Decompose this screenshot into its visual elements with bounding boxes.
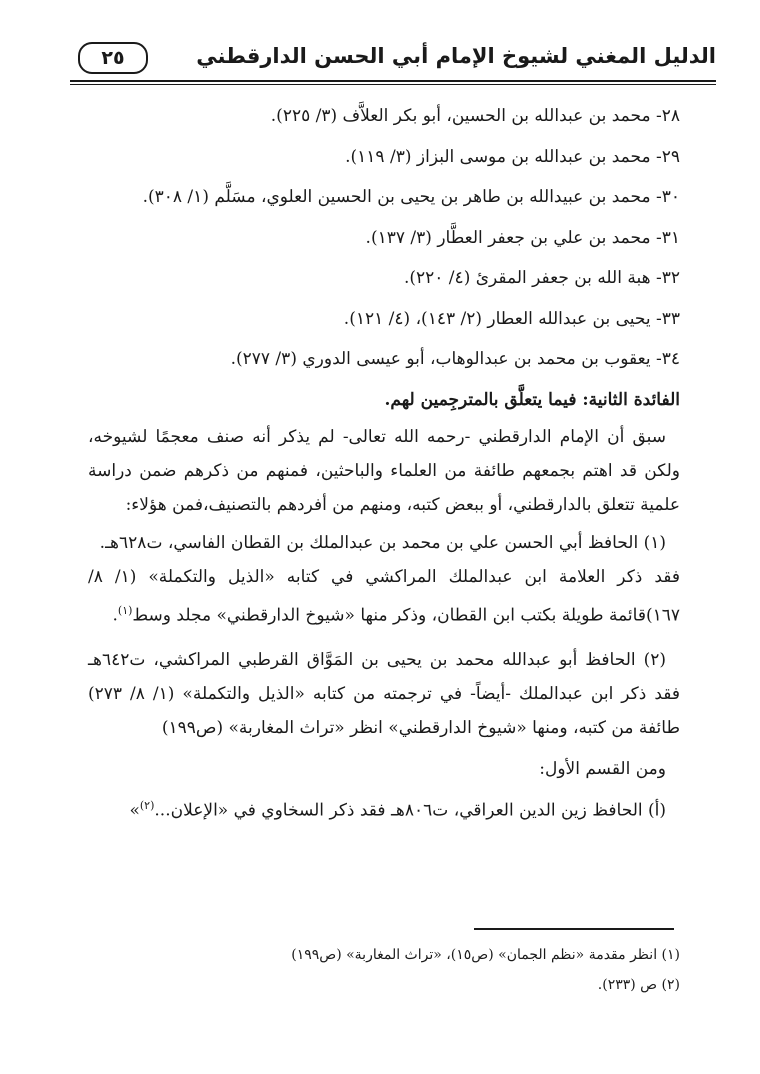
item-a-end: » bbox=[129, 800, 140, 821]
page-body bbox=[88, 96, 680, 828]
item-1-end: . bbox=[112, 605, 118, 626]
page-number: ٢٥ bbox=[78, 42, 148, 74]
footnote: (٢) ص (٢٣٣). bbox=[597, 977, 680, 993]
running-title: الدليل المغني لشيوخ الإمام أبي الحسن الدارقطني bbox=[196, 44, 716, 68]
item-1-title: (١) الحافظ أبي الحسن علي بن محمد بن عبدالملك بن القطان الفاسي، ت٦٢٨هـ. bbox=[99, 533, 666, 553]
item-a-paragraph bbox=[88, 789, 680, 828]
item-1-paragraph bbox=[88, 560, 680, 633]
header-rule bbox=[70, 80, 716, 82]
footnote-ref-1[interactable]: (١) bbox=[117, 604, 133, 617]
header-rule-thin bbox=[70, 84, 716, 85]
list-item: ٢٨- محمد بن عبدالله بن الحسين، أبو بكر العلاَّف (٣/ ٢٢٥). bbox=[270, 106, 680, 126]
list-item: ٣٣- يحيى بن عبدالله العطار (٢/ ١٤٣)، (٤/ ١٢١). bbox=[343, 308, 680, 329]
footnotes bbox=[200, 940, 680, 1000]
list-item: ٣٠- محمد بن عبيدالله بن طاهر بن يحيى بن الحسين العلوي، مسَلَّم (١/ ٣٠٨). bbox=[142, 187, 680, 207]
list-item: ٢٩- محمد بن عبدالله بن موسى البزاز (٣/ ١١٩). bbox=[345, 146, 680, 167]
footnote-ref-2[interactable]: (٢) bbox=[139, 799, 155, 813]
section-first-heading: ومن القسم الأول: bbox=[539, 758, 666, 779]
page-header bbox=[70, 38, 716, 84]
footnote-separator bbox=[474, 928, 674, 930]
section-heading: الفائدة الثانية: فيما يتعلَّق بالمترجِمين لهم. bbox=[384, 389, 680, 410]
footnote: (١) انظر مقدمة «نظم الجمان» (ص١٥)، «تراث المغاربة» (ص١٩٩) bbox=[291, 947, 680, 963]
list-item: ٣١- محمد بن علي بن جعفر العطَّار (٣/ ١٣٧). bbox=[365, 227, 680, 248]
item-2-paragraph: (٢) الحافظ أبو عبدالله محمد بن يحيى بن المَوَّاق القرطبي المراكشي، ت٦٤٢هـ فقد ذكر ابن عبدالملك -أيضاً- في ترجمته من كتابه «الذيل والتكملة» (١/ ٨/ ٢٧٣) طائفة من كتبه، ومنها «شيوخ الدارقطني» انظر «تراث المغاربة» (ص١٩٩) bbox=[88, 649, 680, 738]
item-a-text: (أ) الحافظ زين الدين العراقي، ت٨٠٦هـ فقد ذكر السخاوي في «الإعلان... bbox=[154, 800, 666, 821]
list-item: ٣٢- هبة الله بن جعفر المقرئ (٤/ ٢٢٠). bbox=[403, 268, 680, 288]
intro-paragraph: سبق أن الإمام الدارقطني -رحمه الله تعالى- لم يذكر أنه صنف معجمًا لشيوخه، ولكن قد اهتم بجمعهم طائفة من العلماء والباحثين، فمنهم من ذكرهم ضمن دراسة علمية تتعلق بالدارقطني، أو ببعض كتبه، ومنهم من أفردهم بالتصنيف،فمن هؤلاء: bbox=[88, 427, 680, 515]
list-item: ٣٤- يعقوب بن محمد بن عبدالوهاب، أبو عيسى الدوري (٣/ ٢٧٧). bbox=[230, 349, 680, 369]
item-1-text: فقد ذكر العلامة ابن عبدالملك المراكشي في كتابه «الذيل والتكملة» (١/ ٨/ ١٦٧)قائمة طويلة بكتب ابن القطان، وذكر منها «شيوخ الدارقطني» مجلد وسط bbox=[88, 567, 680, 626]
